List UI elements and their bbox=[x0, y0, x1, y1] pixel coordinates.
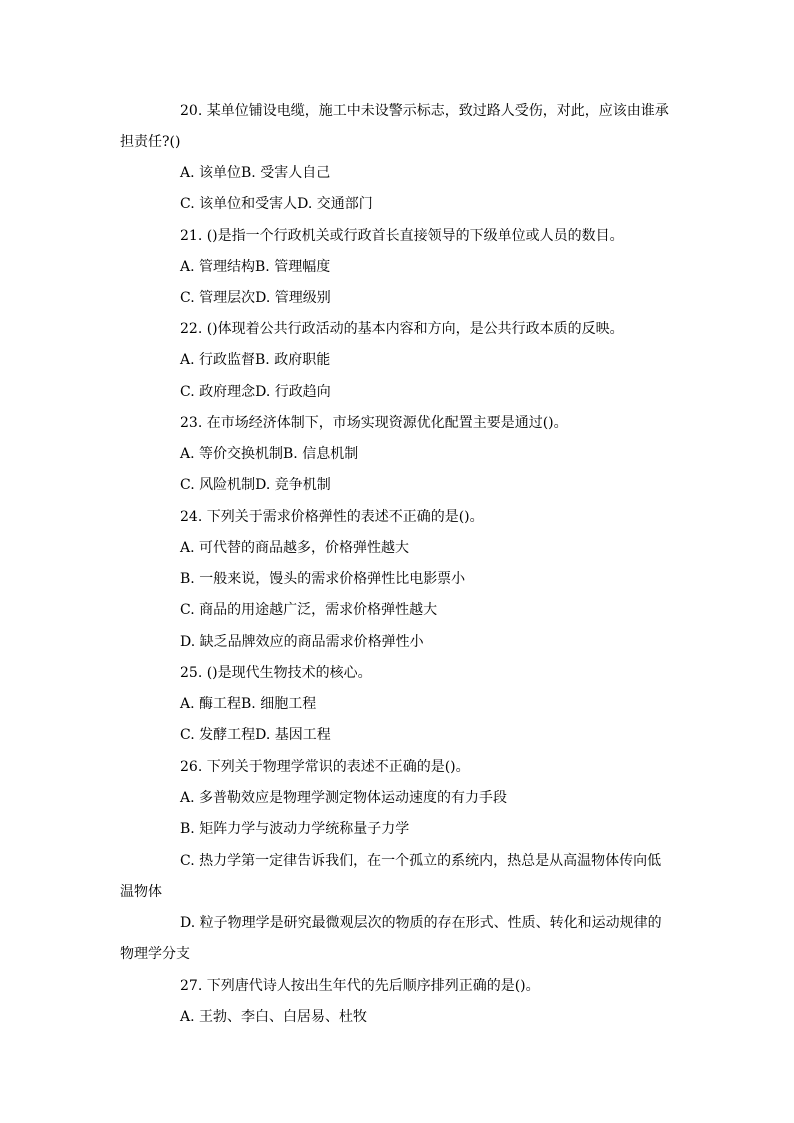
question-24-option-a: A. 可代替的商品越多，价格弹性越大 bbox=[180, 540, 410, 556]
question-22-option-cd: C. 政府理念D. 行政趋向 bbox=[180, 384, 331, 400]
question-21-option-cd: C. 管理层次D. 管理级别 bbox=[180, 290, 331, 306]
question-24-option-c: C. 商品的用途越广泛，需求价格弹性越大 bbox=[180, 602, 438, 618]
question-21-option-ab: A. 管理结构B. 管理幅度 bbox=[180, 259, 331, 275]
question-26-option-a: A. 多普勒效应是物理学测定物体运动速度的有力手段 bbox=[180, 790, 508, 806]
question-26-option-c: C. 热力学第一定律告诉我们，在一个孤立的系统内，热总是从高温物体传向低 bbox=[180, 853, 662, 869]
question-25-option-cd: C. 发酵工程D. 基因工程 bbox=[180, 727, 331, 743]
question-26-option-c-continued: 温物体 bbox=[120, 884, 162, 900]
question-26-option-b: B. 矩阵力学与波动力学统称量子力学 bbox=[180, 821, 410, 837]
question-27-option-a: A. 王勃、李白、白居易、杜牧 bbox=[180, 1009, 368, 1025]
question-25-stem: 25. ()是现代生物技术的核心。 bbox=[180, 665, 372, 681]
question-24-option-b: B. 一般来说，馒头的需求价格弹性比电影票小 bbox=[180, 571, 466, 587]
question-20-option-ab: A. 该单位B. 受害人自己 bbox=[180, 165, 331, 181]
question-23-option-ab: A. 等价交换机制B. 信息机制 bbox=[180, 446, 359, 462]
question-23-stem: 23. 在市场经济体制下，市场实现资源优化配置主要是通过()。 bbox=[180, 415, 568, 431]
question-20-stem-continued: 担责任?() bbox=[120, 134, 181, 150]
question-24-stem: 24. 下列关于需求价格弹性的表述不正确的是()。 bbox=[180, 509, 484, 525]
question-25-option-ab: A. 酶工程B. 细胞工程 bbox=[180, 696, 317, 712]
question-26-option-d-continued: 物理学分支 bbox=[120, 946, 190, 962]
question-22-stem: 22. ()体现着公共行政活动的基本内容和方向，是公共行政本质的反映。 bbox=[180, 321, 624, 337]
question-20-stem: 20. 某单位铺设电缆，施工中未设警示标志，致过路人受伤，对此，应该由谁承 bbox=[180, 103, 669, 119]
question-23-option-cd: C. 风险机制D. 竞争机制 bbox=[180, 477, 331, 493]
question-21-stem: 21. ()是指一个行政机关或行政首长直接领导的下级单位或人员的数目。 bbox=[180, 228, 624, 244]
question-20-option-cd: C. 该单位和受害人D. 交通部门 bbox=[180, 196, 373, 212]
question-26-stem: 26. 下列关于物理学常识的表述不正确的是()。 bbox=[180, 759, 470, 775]
question-24-option-d: D. 缺乏品牌效应的商品需求价格弹性小 bbox=[180, 634, 424, 650]
question-27-stem: 27. 下列唐代诗人按出生年代的先后顺序排列正确的是()。 bbox=[180, 978, 540, 994]
question-22-option-ab: A. 行政监督B. 政府职能 bbox=[180, 352, 331, 368]
question-26-option-d: D. 粒子物理学是研究最微观层次的物质的存在形式、性质、转化和运动规律的 bbox=[180, 915, 662, 931]
